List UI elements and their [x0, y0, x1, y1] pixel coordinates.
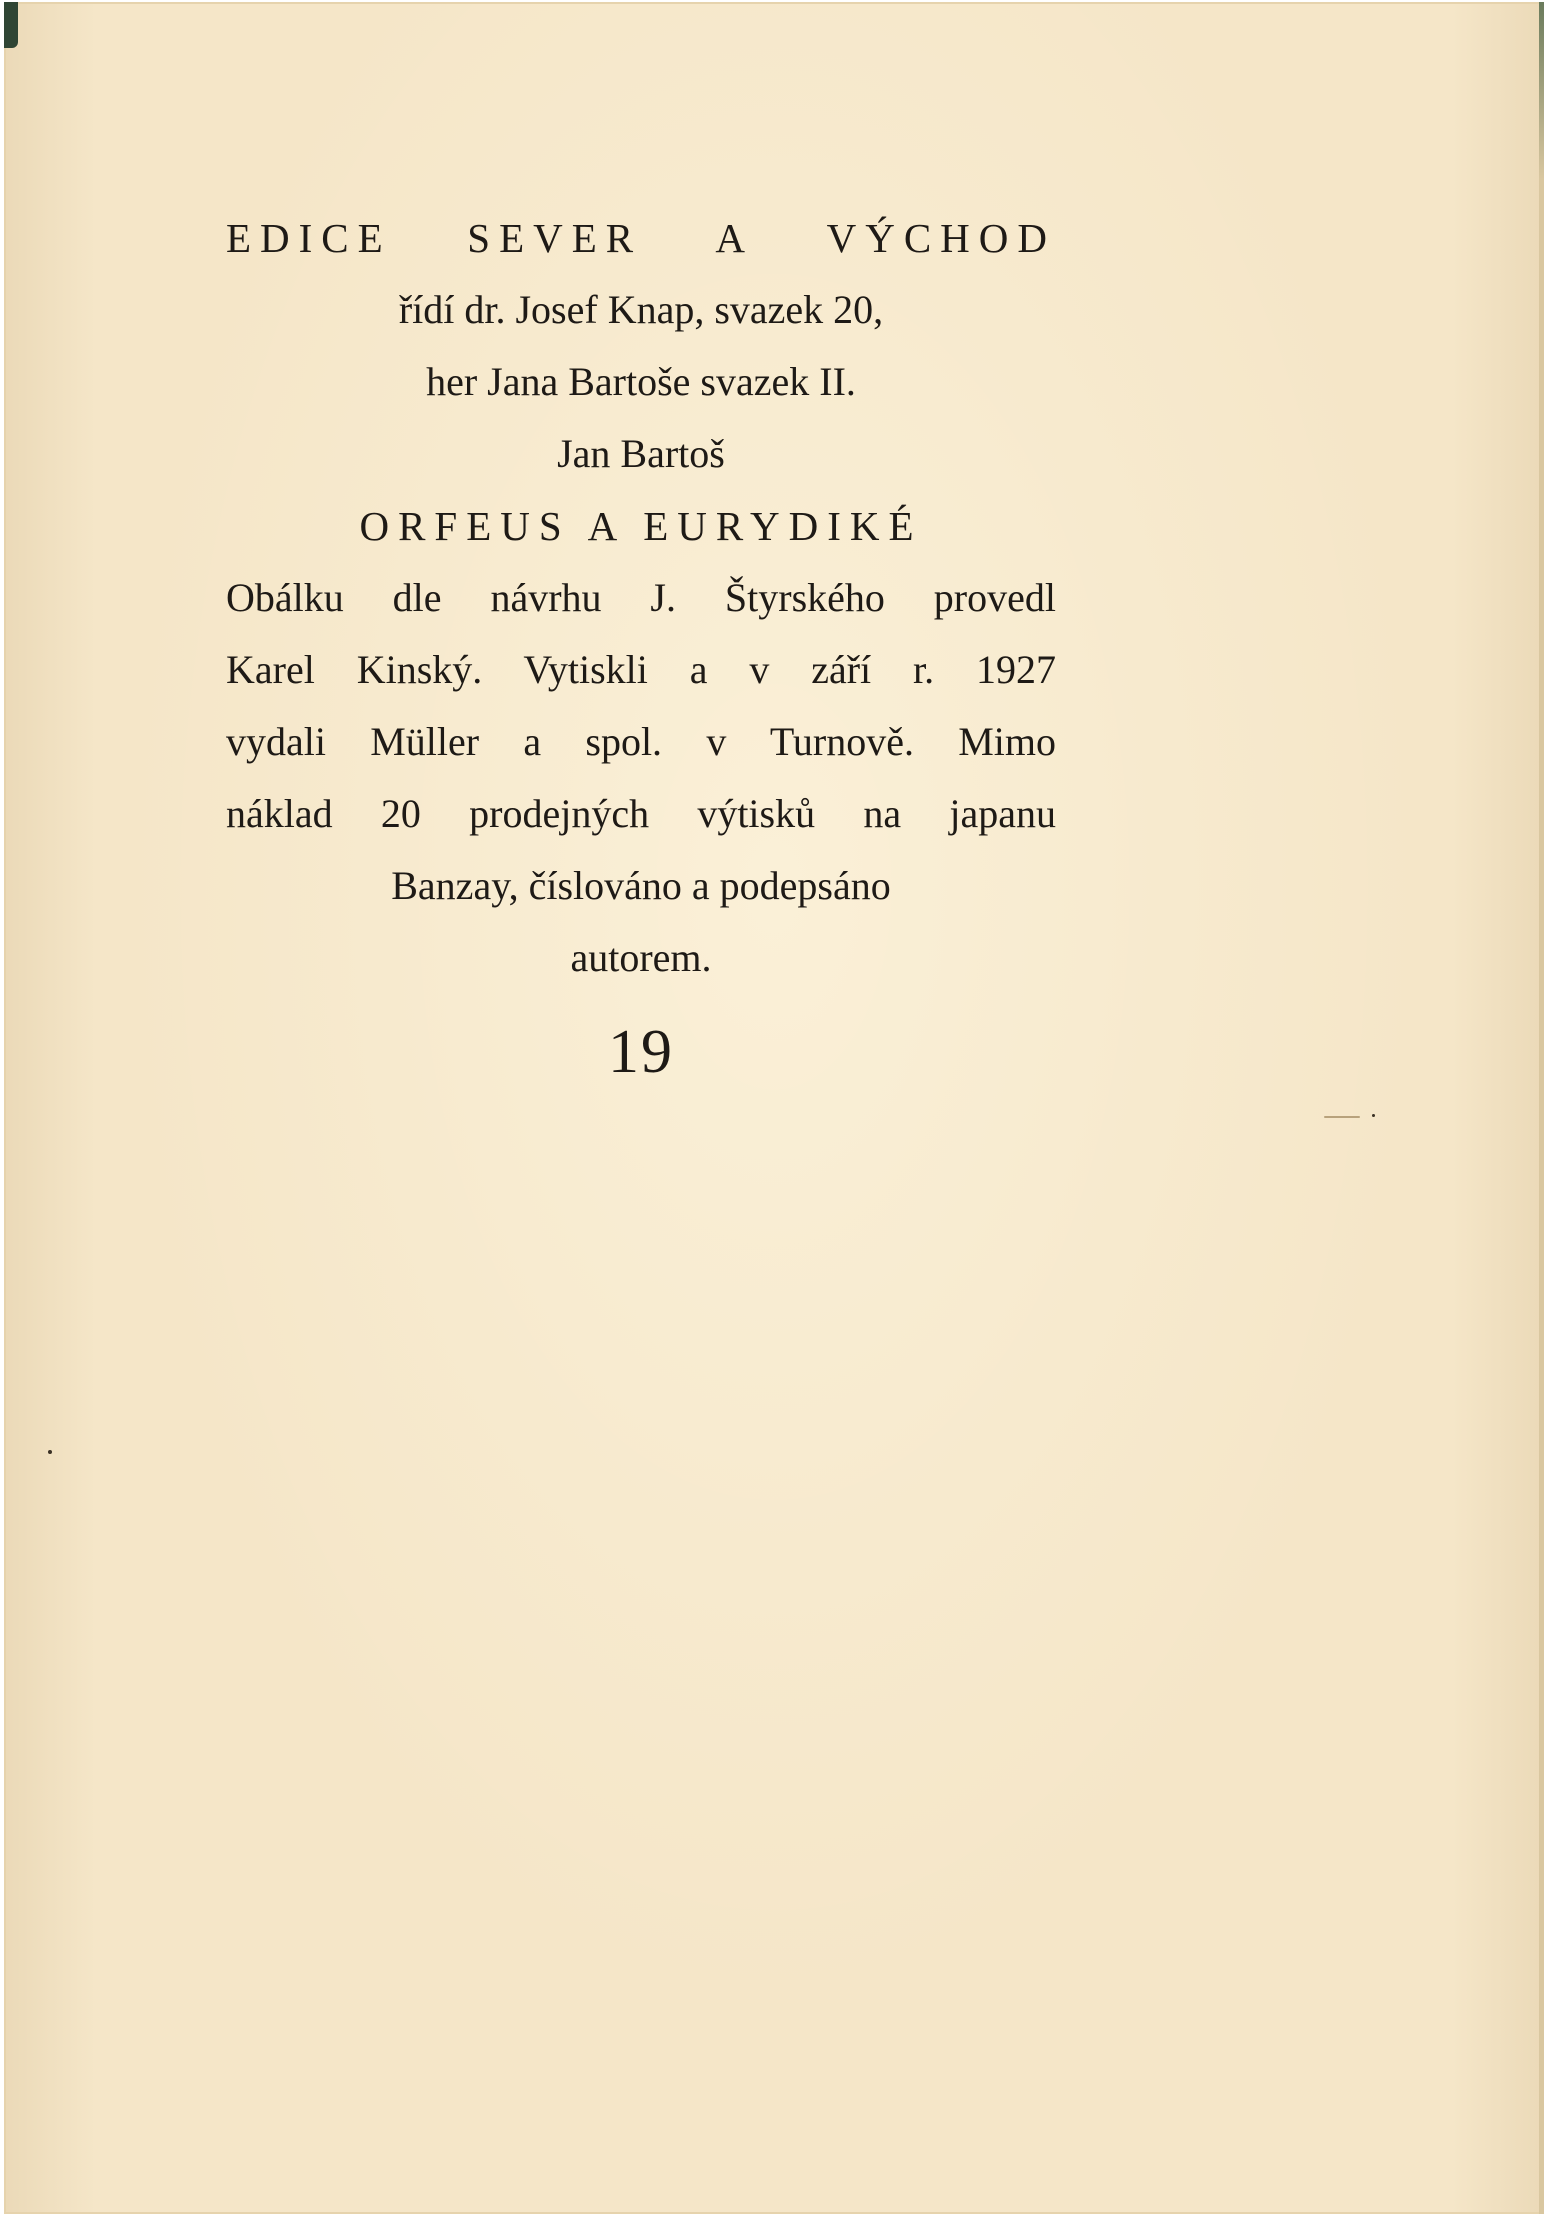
series-title: EDICE SEVER A VÝCHOD: [226, 215, 1056, 261]
paper-speck: [1372, 1114, 1375, 1117]
paper-speck: [48, 1450, 52, 1454]
editor-line: řídí dr. Josef Knap, svazek 20,: [398, 287, 884, 332]
colophon-body-line: Karel Kinský. Vytiskli a v září r. 1927: [226, 647, 1056, 692]
book-page: [4, 2, 1544, 2214]
volume-line: her Jana Bartoše svazek II.: [426, 359, 856, 404]
author-name: Jan Bartoš: [557, 431, 725, 476]
copy-number: 19: [608, 1018, 674, 1086]
work-title: ORFEUS A EURYDIKÉ: [359, 503, 923, 549]
corner-mark: [4, 2, 18, 48]
paper-speck: [1324, 1116, 1360, 1118]
colophon: [226, 202, 1056, 1092]
colophon-body-line: Obálku dle návrhu J. Štyrského provedl: [226, 575, 1056, 620]
colophon-closing-line: Banzay, číslováno a podepsáno: [391, 863, 891, 908]
colophon-body-line: náklad 20 prodejných výtisků na japanu: [226, 791, 1056, 836]
page-edge: [1539, 2, 1544, 2214]
colophon-closing-line: autorem.: [570, 935, 712, 980]
colophon-body-line: vydali Müller a spol. v Turnově. Mimo: [226, 719, 1056, 764]
